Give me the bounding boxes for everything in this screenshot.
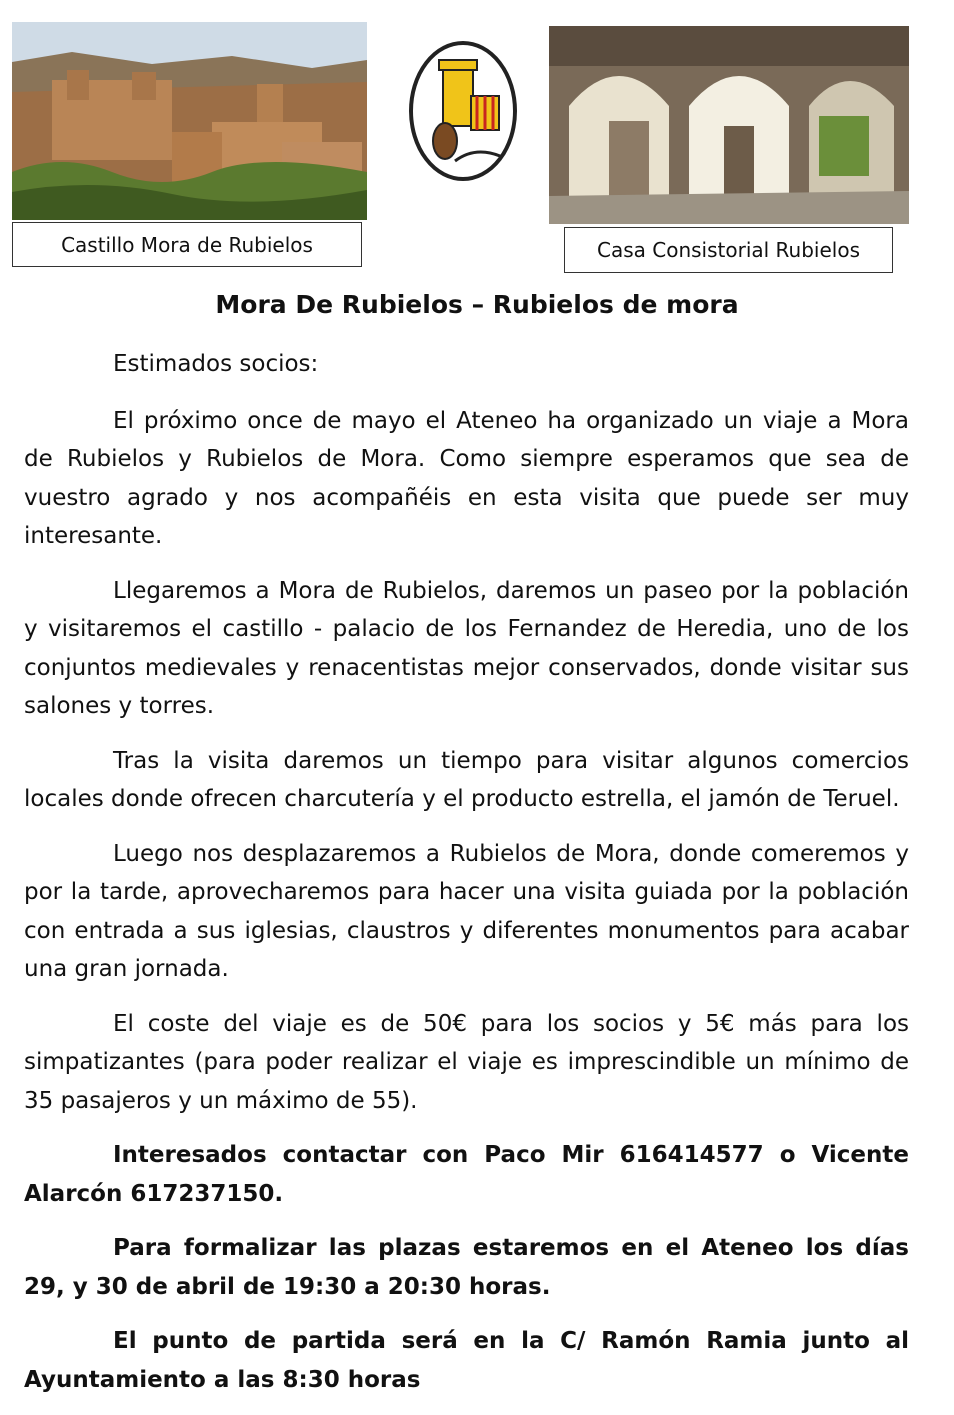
paragraph-intro: El próximo once de mayo el Ateneo ha organizado un viaje a Mora de Rubielos y Rubielos de Mora. Como siempre esperamos que sea de vuestro agrado y nos acompañéis en esta visita que puede ser muy interesante. bbox=[24, 407, 909, 549]
paragraph-coste: El coste del viaje es de 50€ para los socios y 5€ más para los simpatizantes (para poder realizar el viaje es imprescindible un mínimo de 35 pasajeros y un máximo de 55). bbox=[24, 1010, 909, 1114]
letter-body bbox=[24, 345, 909, 1415]
contact-info: Interesados contactar con Paco Mir 616414577 o Vicente Alarcón 617237150. bbox=[24, 1142, 909, 1207]
ateneo-logo bbox=[405, 36, 521, 186]
registration-info: Para formalizar las plazas estaremos en el Ateneo los días 29, y 30 de abril de 19:30 a 20:30 horas. bbox=[24, 1235, 909, 1300]
casa-caption: Casa Consistorial Rubielos bbox=[564, 227, 893, 273]
castle-caption: Castillo Mora de Rubielos bbox=[12, 222, 362, 267]
paragraph-mora: Llegaremos a Mora de Rubielos, daremos un paseo por la población y visitaremos el castillo - palacio de los Fernandez de Heredia, uno de los conjuntos medievales y renacentistas mejor conservados, donde visitar sus salones y torres. bbox=[24, 577, 909, 719]
paragraph-comercios: Tras la visita daremos un tiempo para visitar algunos comercios locales donde ofrecen charcutería y el producto estrella, el jamón de Teruel. bbox=[24, 747, 909, 812]
document-title: Mora De Rubielos – Rubielos de mora bbox=[215, 290, 739, 319]
greeting: Estimados socios: bbox=[113, 351, 319, 377]
departure-info: El punto de partida será en la C/ Ramón Ramia junto al Ayuntamiento a las 8:30 horas bbox=[24, 1328, 909, 1393]
paragraph-rubielos: Luego nos desplazaremos a Rubielos de Mora, donde comeremos y por la tarde, aprovecharemos para hacer una visita guiada por la población con entrada a sus iglesias, claustros y diferentes monumentos para acabar una gran jornada. bbox=[24, 840, 909, 982]
castle-photo bbox=[12, 22, 367, 220]
casa-consistorial-photo bbox=[549, 26, 909, 224]
